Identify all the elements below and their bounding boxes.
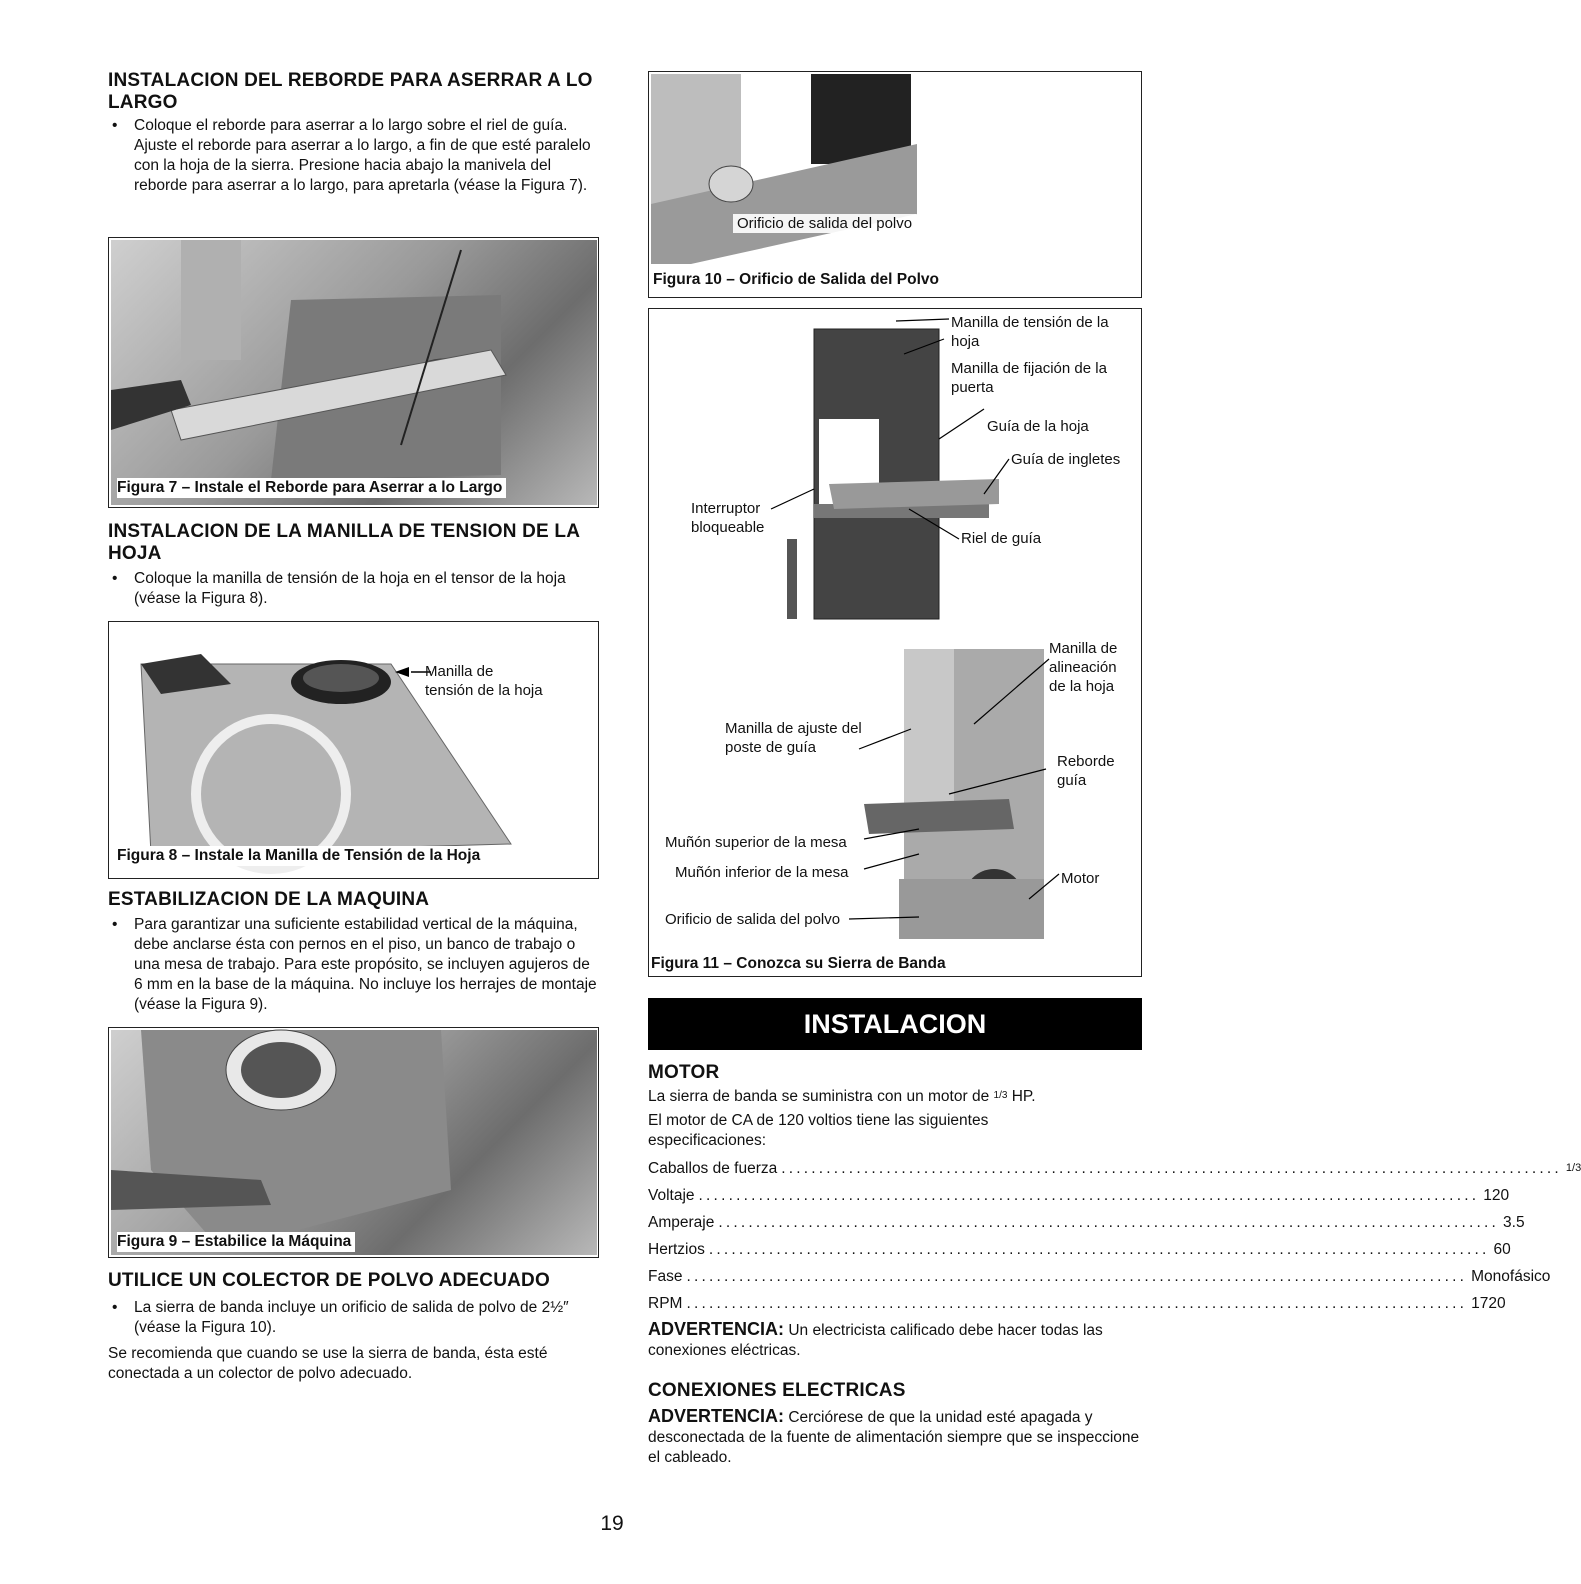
spec-value: 60 — [1493, 1241, 1511, 1258]
section-heading: ESTABILIZACION DE LA MAQUINA — [108, 889, 430, 910]
section-manilla-tension — [108, 521, 598, 609]
section-heading: UTILICE UN COLECTOR DE POLVO ADECUADO — [108, 1270, 550, 1291]
motor-intro-b: HP. — [1011, 1088, 1036, 1105]
warning-text: Cerciórese de que la unidad esté apagada y desconectada de la fuente de alimentación siempre que se inspeccione el cableado. — [648, 1409, 1140, 1466]
figure-8-callout: Manilla de tensión de la hoja — [425, 663, 543, 699]
label-fence: Reborde guía — [1057, 753, 1115, 789]
figure-9-caption: Figura 9 – Estabilice la Máquina — [117, 1232, 355, 1252]
spec-value: 120 — [1483, 1187, 1510, 1204]
rip-fence-illustration — [111, 240, 597, 505]
label-align-knob: Manilla de alineación de la hoja — [1049, 640, 1118, 695]
bullet-text: • La sierra de banda incluye un orificio de salida de polvo de 2½″ (véase la Figura 10). — [108, 1298, 598, 1338]
spec-row — [648, 1263, 1551, 1290]
figure-9 — [108, 1027, 599, 1258]
figure-11-caption: Figura 11 – Conozca su Sierra de Banda — [651, 954, 950, 974]
spec-value: 1720 — [1471, 1295, 1506, 1312]
figure-10-callout: Orificio de salida del polvo — [733, 214, 916, 233]
label-motor: Motor — [1061, 870, 1100, 887]
figure-8 — [108, 621, 599, 879]
section-heading: INSTALACION DEL REBORDE PARA ASERRAR A LO LARGO — [108, 70, 593, 113]
figure-7-caption: Figura 7 – Instale el Reborde para Aserrar a lo Largo — [117, 478, 506, 498]
banner-instalacion: INSTALACION — [648, 998, 1142, 1050]
motor-intro-frac: 1/3 — [993, 1090, 1008, 1101]
section-colector — [108, 1270, 598, 1384]
motor-line2: El motor de CA de 120 voltios tiene las siguientes especificaciones: — [648, 1112, 989, 1149]
spec-row — [648, 1182, 1510, 1209]
spec-row — [648, 1209, 1525, 1236]
label-miter-gauge: Guía de ingletes — [1011, 451, 1121, 468]
spec-row — [648, 1290, 1506, 1317]
label-guide-rail: Riel de guía — [961, 530, 1042, 547]
section-motor — [648, 1062, 1581, 1361]
figure-7 — [108, 237, 599, 508]
section-heading: CONEXIONES ELECTRICAS — [648, 1380, 906, 1401]
spec-label: RPM — [648, 1295, 683, 1312]
page-number: 19 — [600, 1512, 624, 1535]
figure-9-photo — [111, 1030, 597, 1255]
figure-8-caption: Figura 8 – Instale la Manilla de Tensión de la Hoja — [117, 846, 484, 866]
label-dust-port: Orificio de salida del polvo — [665, 911, 841, 928]
figure-7-photo — [111, 240, 597, 505]
section-reborde — [108, 70, 598, 196]
conexiones-warning — [648, 1406, 1142, 1468]
spec-row — [648, 1236, 1511, 1263]
dust-port-illustration — [651, 74, 917, 264]
figure-10 — [648, 71, 1142, 298]
spec-value: Monofásico — [1471, 1268, 1551, 1285]
spec-label: Caballos de fuerza — [648, 1160, 778, 1177]
bullet-text: • Coloque la manilla de tensión de la hoja en el tensor de la hoja (véase la Figura 8). — [108, 569, 598, 609]
spec-label: Hertzios — [648, 1241, 705, 1258]
spec-label: Amperaje — [648, 1214, 715, 1231]
label-post-knob: Manilla de ajuste del poste de guía — [725, 720, 862, 756]
section-heading: MOTOR — [648, 1062, 720, 1083]
spec-value: 1/3 — [1565, 1162, 1581, 1174]
figure-10-caption: Figura 10 – Orificio de Salida del Polvo — [653, 270, 943, 290]
section-conexiones — [648, 1380, 1142, 1468]
spec-leader: ........................................................................................................ — [686, 1268, 1468, 1285]
motor-intro — [648, 1086, 1142, 1107]
warning-label: ADVERTENCIA: — [648, 1319, 785, 1339]
motor-warning — [648, 1319, 1142, 1361]
section-estabilizacion — [108, 889, 598, 1015]
motor-intro-a: La sierra de banda se suministra con un motor de — [648, 1088, 990, 1105]
section-heading: INSTALACION DE LA MANILLA DE TENSION DE LA HOJA — [108, 521, 580, 564]
spec-label: Voltaje — [648, 1187, 695, 1204]
label-blade-guide: Guía de la hoja — [987, 418, 1089, 435]
label-switch: Interruptor bloqueable — [691, 500, 765, 536]
spec-value: 3.5 — [1503, 1214, 1525, 1231]
spec-leader: ........................................................................................................ — [781, 1160, 1562, 1177]
spec-row — [648, 1155, 1581, 1182]
spec-leader: ........................................................................................................ — [718, 1214, 1500, 1231]
bullet-text: • Coloque el reborde para aserrar a lo largo sobre el riel de guía. Ajuste el reborde para aserrar a lo largo, a fin de que esté paralelo con la hoja de la sierra. Presione hacia abajo la manivela del reborde para aserrar a lo largo, para apretarla (véase la Figura 7). — [108, 116, 598, 196]
paragraph: Se recomienda que cuando se use la sierra de banda, ésta esté conectada a un colector de polvo adecuado. — [108, 1345, 548, 1382]
spec-leader: ........................................................................................................ — [708, 1241, 1490, 1258]
warning-label: ADVERTENCIA: — [648, 1406, 785, 1426]
bullet-text: • Para garantizar una suficiente estabilidad vertical de la máquina, debe anclarse ésta con pernos en el piso, un banco de trabajo o una mesa de trabajo. Para este propósito, se incluyen agujeros de 6 mm en la base de la máquina. No incluye los herrajes de montaje (véase la Figura 9). — [108, 915, 598, 1015]
spec-label: Fase — [648, 1268, 683, 1285]
spec-list — [648, 1155, 1581, 1317]
figure-10-photo — [651, 74, 917, 264]
spec-leader: ........................................................................................................ — [698, 1187, 1480, 1204]
spec-leader: ........................................................................................................ — [686, 1295, 1468, 1312]
stabilize-illustration — [111, 1030, 597, 1255]
warning-text: Un electricista calificado debe hacer todas las conexiones eléctricas. — [648, 1322, 1103, 1359]
label-lower-trunnion: Muñón inferior de la mesa — [675, 864, 849, 881]
label-door-knob: Manilla de fijación de la puerta — [951, 360, 1107, 396]
label-tension-knob: Manilla de tensión de la hoja — [951, 314, 1109, 350]
label-upper-trunnion: Muñón superior de la mesa — [665, 834, 847, 851]
figure-11 — [648, 308, 1142, 977]
